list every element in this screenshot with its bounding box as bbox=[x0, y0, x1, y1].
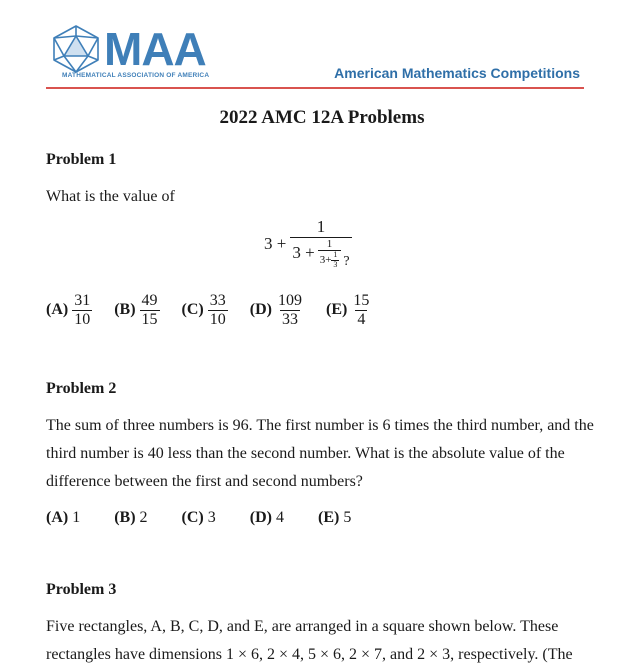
problem-2-text: The sum of three numbers is 96. The first number is 6 times the third number, and the third number is 40 less than the second number. What is the absolute value of the difference between the first and second numbers? bbox=[46, 417, 594, 490]
icosahedron-logo-icon bbox=[50, 24, 102, 74]
problem-2-heading: Problem 2 bbox=[46, 380, 117, 397]
choice-d: (D) 4 bbox=[249, 509, 284, 526]
formula-inner-numerator: 1 bbox=[326, 237, 333, 250]
problem-1-formula bbox=[264, 218, 352, 269]
formula-tail: ? bbox=[343, 253, 350, 269]
header-divider bbox=[46, 87, 584, 89]
logo-wordmark: MAA bbox=[104, 23, 206, 75]
problem-1-choices bbox=[46, 292, 393, 328]
problem-3-heading: Problem 3 bbox=[46, 581, 117, 598]
choice-b: (B) $\frac{49}{15}$ bbox=[114, 292, 158, 328]
formula-inner-den-lead: 3+ bbox=[319, 254, 332, 267]
choice-a: (A) 1 bbox=[46, 509, 81, 526]
formula-outer-denominator bbox=[290, 237, 351, 270]
choice-c: (C) $\frac{33}{10}$ bbox=[181, 292, 226, 328]
formula-innermost-fraction bbox=[331, 251, 339, 270]
problem-2-choices bbox=[46, 509, 385, 527]
formula-inner-fraction bbox=[318, 238, 342, 270]
problem-1-heading: Problem 1 bbox=[46, 151, 117, 168]
choice-a: (A) $\frac{31}{10}$ bbox=[46, 292, 91, 328]
choice-d: (D) $\frac{109}{33}$ bbox=[249, 292, 302, 328]
formula-outer-fraction bbox=[290, 218, 351, 269]
problem-1-text: What is the value of bbox=[46, 188, 175, 205]
choice-e: (E) 5 bbox=[317, 509, 352, 526]
header-title: American Mathematics Competitions bbox=[334, 65, 580, 81]
formula-mid-lead: 3 + bbox=[292, 243, 315, 263]
formula-innermost-denominator: 3 bbox=[333, 259, 338, 269]
formula-lead: 3 + bbox=[264, 233, 287, 253]
choice-b: (B) 2 bbox=[114, 509, 148, 526]
problem-3-text: Five rectangles, A, B, C, D, and E, are arranged in a square shown below. These rectangles have dimensions 1 × 6, 2 × 4, 5 × 6, 2 × 7, and 2 × 3, respectively. (The bbox=[46, 618, 573, 663]
formula-inner-denominator bbox=[318, 250, 342, 270]
formula-outer-numerator: 1 bbox=[316, 217, 326, 236]
logo-subtitle: MATHEMATICAL ASSOCIATION OF AMERICA bbox=[62, 72, 210, 79]
choice-e: (E) $\frac{15}{4}$ bbox=[325, 292, 370, 328]
choice-c: (C) 3 bbox=[181, 509, 216, 526]
formula-innermost-numerator: 1 bbox=[333, 249, 338, 259]
page-title: 2022 AMC 12A Problems bbox=[219, 107, 425, 128]
